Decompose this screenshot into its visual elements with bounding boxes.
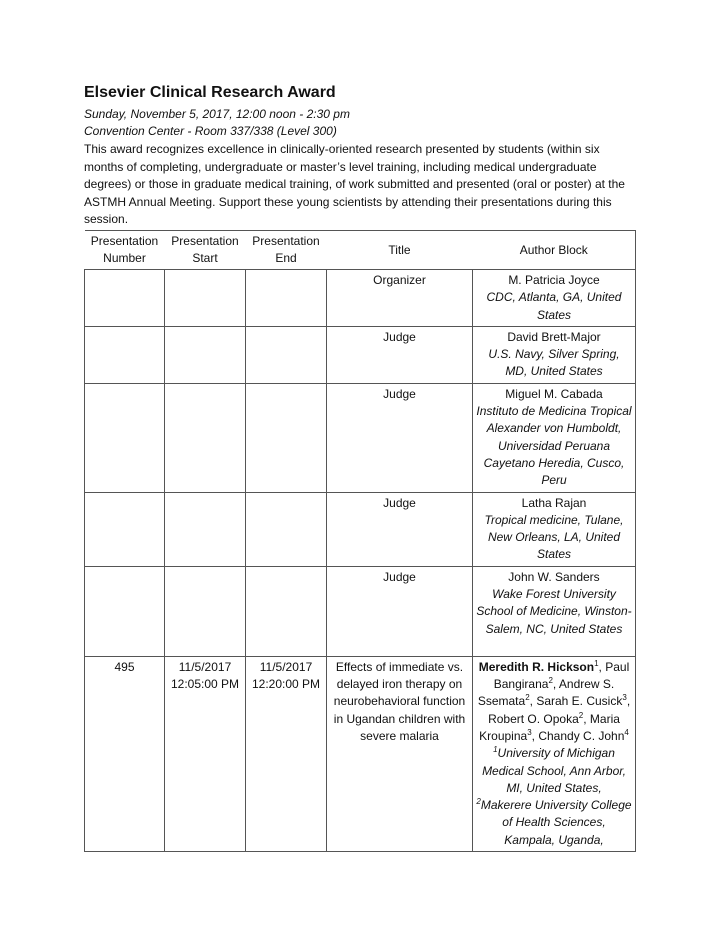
session-location: Convention Center - Room 337/338 (Level 300) (84, 124, 337, 138)
affiliation: Wake Forest University School of Medicine, Winston-Salem, NC, United States (476, 587, 632, 636)
award-description: This award recognizes excellence in clinically-oriented research presented by students (within six months of completing, undergraduate or master’s level training, including medical undergraduate degrees) or those in graduate medical training, of work submitted and presented (oral or poster) at the ASTMH Annual Meeting. Support these young scientists by attending their presentations during this session. (84, 142, 625, 226)
page-title: Elsevier Clinical Research Award (84, 84, 336, 101)
table-row (85, 383, 636, 492)
author-name: Sarah E. Cusick (536, 694, 623, 709)
author-name: Andrew S. Ssemata (477, 677, 615, 709)
col-header-start: Presentation Start (165, 231, 246, 270)
cell-start (165, 270, 246, 327)
affiliation-sup: 4 (624, 727, 629, 737)
cell-start (165, 656, 246, 851)
cell-author (473, 383, 636, 492)
cell-number: 495 (85, 656, 165, 851)
cell-author (473, 566, 636, 656)
person-name: M. Patricia Joyce (508, 273, 600, 287)
affiliation (476, 797, 632, 849)
col-header-author: Author Block (473, 231, 636, 270)
affiliation-sup: 2 (578, 710, 584, 720)
cell-start (165, 383, 246, 492)
person-name: Latha Rajan (521, 495, 587, 510)
cell-author (473, 656, 636, 851)
cell-author (473, 270, 636, 327)
cell-title: Judge (327, 492, 473, 566)
start-date: 11/5/2017 (178, 659, 232, 674)
col-header-title: Title (327, 231, 473, 270)
affiliation-text: University of Michigan Medical School, Ann Arbor, MI, United States, (482, 746, 626, 795)
cell-title: Organizer (327, 270, 473, 327)
start-time: 12:05:00 PM (170, 677, 240, 692)
cell-start (165, 492, 246, 566)
page-header (84, 84, 640, 229)
table-row (85, 270, 636, 327)
end-date: 11/5/2017 (259, 659, 313, 674)
cell-number (85, 566, 165, 656)
affiliation (476, 745, 632, 797)
author-list: Meredith R. Hickson$^1$, Paul Bangirana$^2$, Andrew S. Ssemata$^2$, Sarah E. Cusick$^3$, Robert O. Opoka$^2$, Maria Kroupina$^3$, Chandy C. John$^4$ (477, 658, 631, 743)
cell-number (85, 492, 165, 566)
table-row (85, 492, 636, 566)
cell-number (85, 383, 165, 492)
table-header-row (85, 231, 636, 270)
cell-end (246, 326, 327, 383)
affiliation-sup: 3 (622, 693, 627, 703)
cell-end (246, 566, 327, 656)
cell-start (165, 566, 246, 656)
session-date: Sunday, November 5, 2017, 12:00 noon - 2:30 pm (84, 107, 350, 121)
table-row (85, 326, 636, 383)
col-header-end: Presentation End (246, 231, 327, 270)
person-name: David Brett-Major (507, 329, 601, 344)
table-row (85, 656, 636, 851)
affiliation-sup: 2 (476, 797, 481, 807)
affiliation-sup: 1 (493, 745, 498, 755)
affiliation-sup: 2 (525, 693, 530, 703)
cell-title: Judge (327, 326, 473, 383)
cell-title: Judge (327, 566, 473, 656)
end-time: 12:20:00 PM (251, 677, 321, 692)
affiliation: Tropical medicine, Tulane, New Orleans, LA, United States (484, 512, 624, 562)
table-row (85, 566, 636, 656)
cell-title: Judge (327, 383, 473, 492)
cell-number (85, 270, 165, 327)
person-name: John W. Sanders (508, 569, 600, 584)
schedule-table (84, 230, 636, 852)
cell-end (246, 270, 327, 327)
affiliation: Instituto de Medicina Tropical Alexander von Humboldt, Universidad Peruana Cayetano Heredia, Cusco, Peru (476, 404, 632, 488)
affiliation-sup: 2 (548, 676, 553, 686)
author-name: Robert O. Opoka (488, 711, 579, 726)
author-name: Maria Kroupina (479, 711, 620, 743)
affiliation: CDC, Atlanta, GA, United States (486, 290, 622, 322)
cell-end (246, 383, 327, 492)
cell-author (473, 492, 636, 566)
affiliation: U.S. Navy, Silver Spring, MD, United States (488, 347, 620, 379)
author-name: Chandy C. John (538, 728, 625, 743)
person-name: Miguel M. Cabada (505, 386, 603, 401)
cell-author (473, 326, 636, 383)
affiliation-sup: 1 (594, 658, 599, 668)
cell-start (165, 326, 246, 383)
presenter-name: Meredith R. Hickson (478, 659, 595, 674)
author-name: Paul Bangirana (493, 659, 630, 692)
cell-title: Effects of immediate vs. delayed iron therapy on neurobehavioral function in Ugandan children with severe malaria (327, 656, 473, 851)
affiliation-text: Makerere University College of Health Sciences, Kampala, Uganda, (480, 798, 632, 847)
cell-number (85, 326, 165, 383)
cell-end (246, 656, 327, 851)
cell-end (246, 492, 327, 566)
affiliation-sup: 3 (527, 727, 532, 737)
col-header-number: Presentation Number (85, 231, 165, 270)
